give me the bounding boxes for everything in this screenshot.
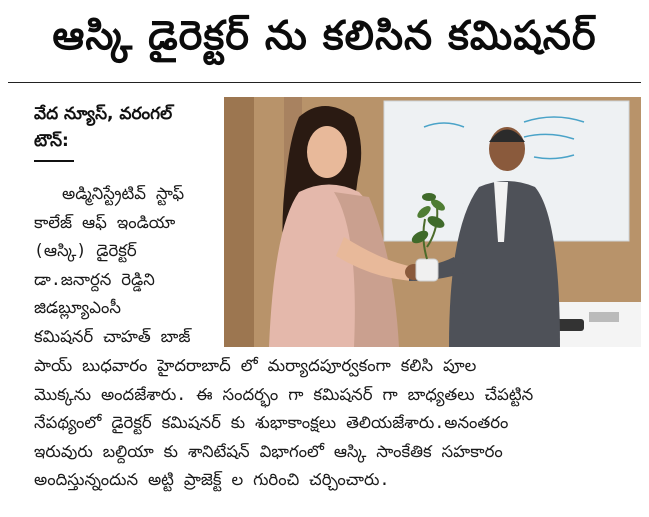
article-full-width-text bbox=[34, 352, 634, 495]
article-line: డా.జనార్దన రెడ్డిని bbox=[34, 269, 155, 289]
article-line: కమిషనర్ చాహత్ బాజ్ bbox=[34, 326, 191, 346]
article-line: (ఆస్కి) డైరెక్టర్ bbox=[34, 241, 137, 260]
dateline-underline bbox=[34, 160, 74, 162]
dateline-place: టౌన్: bbox=[34, 131, 69, 151]
article-line: అందిస్తున్నందున అట్టి ప్రాజెక్ట్ ల గురించి చర్చించారు. bbox=[34, 470, 390, 489]
article-line: పాయ్ బుధవారం హైదరాబాద్ లో మర్యాదపూర్వకంగా కలిసి పూల bbox=[34, 356, 477, 375]
dateline-source: వేద న్యూస్, వరంగల్ bbox=[34, 104, 173, 124]
article-line: కాలేజ్ ఆఫ్ ఇండియా bbox=[34, 212, 176, 232]
article-line: జిడబ్ల్యూఎంసీ bbox=[34, 298, 121, 317]
article-line: నేపథ్యంలో డైరెక్టర్ కమిషనర్ కు శుభాకాంక్షలు తెలియజేశారు.అనంతరం bbox=[34, 413, 509, 432]
article-line: అడ్మినిస్ట్రేటివ్ స్టాఫ్ bbox=[62, 184, 185, 203]
headline: ఆస్కి డైరెక్టర్ ను కలిసిన కమిషనర్ bbox=[52, 13, 597, 59]
dateline bbox=[34, 101, 222, 155]
news-photo bbox=[224, 97, 641, 347]
headline-divider bbox=[8, 82, 641, 83]
article-column-text bbox=[34, 180, 224, 351]
article-line: మొక్కను అందజేశారు. ఈ సందర్భం గా కమిషనర్ గా బాధ్యతలు చేపట్టిన bbox=[34, 384, 534, 404]
article-line: ఇరువురు బల్దియా కు శానిటేషన్ విభాగంలో ఆస్కి సాంకేతిక సహకారం bbox=[34, 441, 503, 461]
